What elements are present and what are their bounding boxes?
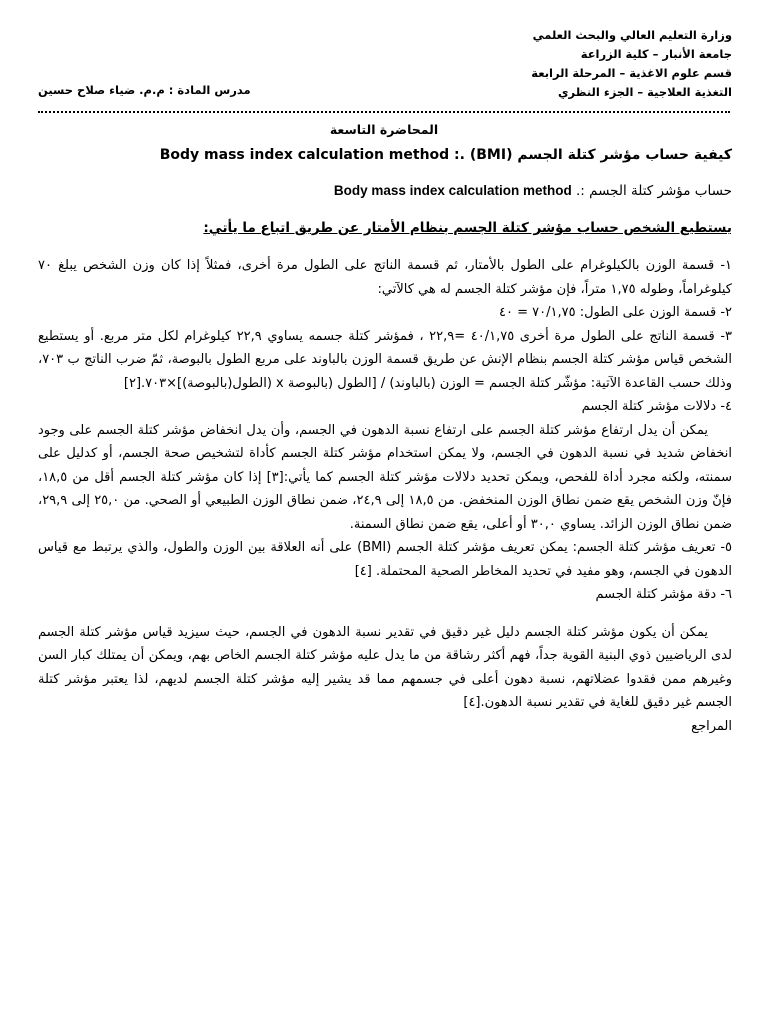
university-line: جامعة الأنبار – كلية الزراعة — [580, 47, 732, 61]
ministry-line: وزارة التعليم العالي والبحث العلمي — [532, 28, 732, 42]
list-item: ٢- قسمة الوزن على الطول: ٧٠/١,٧٥ = ٤٠ — [499, 305, 732, 320]
document-body — [38, 254, 732, 738]
intro-heading: يستطيع الشخص حساب مؤشر كتلة الجسم بنظام الأمتار عن طريق اتباع ما يأتي: — [203, 220, 732, 236]
paragraph-indications: يمكن أن يدل ارتفاع مؤشر كتلة الجسم على ارتفاع نسبة الدهون في الجسم، وأن يدل انخفاض مؤشر كتلة الجسم على وجود انخفاض شديد في نسبة الدهون في الجسم، ولا يمكن استخدام مؤشر كتلة الجسم كأداة لتشخيص صحة الجسم، أو كدليل على سمنته، ولكنه مجرد أداة للفحص، ويمكن تحديد دلالات مؤشر كتلة الجسم كما يأتي:[٣] إذا كان مؤشر كتلة الجسم أقل من ١٨,٥، فإنّ وزن الشخص يقع ضمن نطاق الوزن المنخفض. من ١٨,٥ إلى ٢٤,٩، ضمن نطاق الوزن الطبيعي أو الصحي. من ٢٥,٠ إلى ٢٩,٩، ضمن نطاق الوزن الزائد. يساوي ٣٠,٠ أو أعلى، يقع ضمن نطاق السمنة. — [38, 422, 732, 532]
teacher-name: مدرس المادة : م.م. ضياء صلاح حسين — [38, 83, 251, 97]
department-line: قسم علوم الاغذية – المرحلة الرابعة — [531, 66, 732, 80]
paragraph-accuracy: يمكن أن يكون مؤشر كتلة الجسم دليل غير دقيق في تقدير نسبة الدهون في الجسم، حيث سيزيد قياس مؤشر كتلة الجسم لدى الرياضيين ذوي البنية القوية جداً، فهم أكثر رشاقة من ما يدل عليه مؤشر كتلة الجسم الخاص بهم، ويمكن أن يمتلك كبار السن وغيرهم ممن فقدوا عضلاتهم، نسبة دهون أعلى في جسمهم مما قد يشير إليه مؤشر كتلة الجسم لديهم، لذا يعتبر مؤشر كتلة الجسم غير دقيق للغاية في تقدير نسبة الدهون.[٤] — [38, 624, 732, 710]
list-item: ٤- دلالات مؤشر كتلة الجسم — [581, 399, 732, 414]
subtitle — [32, 183, 732, 199]
subtitle-arabic: حساب مؤشر كتلة الجسم :. — [576, 183, 732, 199]
list-item: ٥- تعريف مؤشر كتلة الجسم: يمكن تعريف مؤشر كتلة الجسم (BMI) على أنه العلاقة بين الوزن والطول، والذي يرتبط مع قياس الدهون في الجسم، وهو مفيد في تحديد المخاطر الصحية المحتملة. [٤] — [38, 540, 732, 579]
main-title: كيفية حساب مؤشر كتلة الجسم (BMI) .: Body mass index calculation method — [159, 147, 732, 163]
spacer — [38, 607, 732, 621]
institution-header — [312, 26, 732, 102]
lecture-title: المحاضرة التاسعة — [329, 122, 439, 137]
list-item: ٣- قسمة الناتج على الطول مرة أخرى ٤٠/١,٧٥ =٢٢,٩ ، فمؤشر كتلة جسمه يساوي ٢٢,٩ كيلوغرام لكل متر مربع. أو يستطيع الشخص قياس مؤشر كتلة الجسم بنظام الإنش عن طريق قسمة الوزن بالباوند على مربع الطول بالبوصة، ثمّ ضرب الناتج ب ٧٠٣، وذلك حسب القاعدة الآتية: مؤشّر كتلة الجسم = الوزن (بالباوند) / [الطول (بالبوصة x (الطول(بالبوصة)]×٧٠٣.[٢] — [38, 328, 732, 391]
course-line: التغذية العلاجية – الجزء النظري — [557, 85, 732, 99]
subtitle-english: Body mass index calculation method — [333, 183, 572, 198]
references-heading: المراجع — [691, 718, 732, 734]
list-item: ٦- دقة مؤشر كتلة الجسم — [595, 587, 732, 602]
header-divider — [38, 111, 730, 113]
list-item: ١- قسمة الوزن بالكيلوغرام على الطول بالأمتار، ثم قسمة الناتج على الطول مرة أخرى، فمثلاً إذا كان وزن الشخص يبلغ ٧٠ كيلوغراماً، وطوله ١,٧٥ متراً، فإن مؤشر كتلة الجسم له هي كالآتي: — [38, 258, 732, 297]
